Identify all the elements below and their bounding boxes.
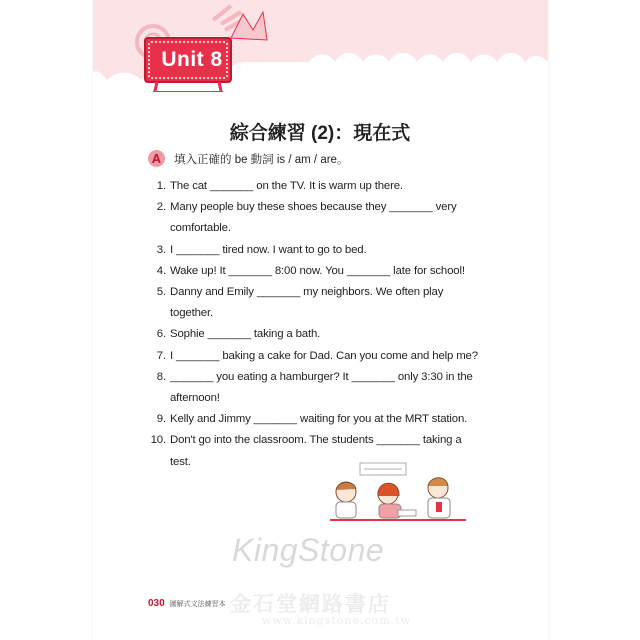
question-text [170, 261, 495, 282]
question-item [150, 261, 495, 282]
question-line: _______ you eating a hamburger? It _______ only 3:30 in the [170, 370, 473, 383]
question-number: 9. [156, 413, 166, 426]
question-text [170, 176, 495, 197]
question-text [170, 282, 495, 324]
question-line: comfortable. [170, 222, 231, 235]
question-line: Don't go into the classroom. The students _______ taking a [170, 434, 462, 447]
page-title: 綜合練習 (2)：現在式 [229, 123, 411, 144]
question-text [170, 409, 495, 430]
book-title: 圖解式文法練習本 [169, 601, 226, 608]
question-number: 6. [156, 328, 166, 341]
question-item [150, 282, 495, 324]
watermark-url: www.kingstone.com.tw [262, 614, 412, 627]
question-item [150, 176, 495, 197]
watermark-chinese: 金石堂網路書店 [230, 591, 391, 616]
question-number: 3. [156, 243, 166, 256]
question-number: 7. [156, 349, 166, 362]
unit-label: Unit 8 [161, 48, 223, 71]
question-number: 1. [156, 180, 166, 192]
question-item [150, 324, 495, 345]
question-line: Sophie _______ taking a bath. [170, 328, 321, 341]
question-line: Kelly and Jimmy _______ waiting for you at the MRT station. [170, 413, 468, 426]
question-text [170, 367, 495, 409]
question-number: 5. [156, 286, 166, 299]
question-item [150, 240, 495, 261]
question-number: 8. [156, 370, 166, 383]
section-instruction: 填入正確的 be 動詞 is / am / are。 [174, 153, 349, 166]
question-item [150, 367, 495, 409]
section-header [148, 150, 348, 167]
question-item [150, 346, 495, 367]
question-line: Danny and Emily _______ my neighbors. We often play [170, 286, 444, 299]
question-line: Many people buy these shoes because they _______ very [170, 201, 457, 214]
question-line: The cat _______ on the TV. It is warm up there. [170, 180, 403, 192]
question-number: 2. [156, 201, 166, 214]
question-line: afternoon! [170, 392, 220, 405]
page-footer [148, 598, 226, 609]
watermark-logo: KingStone [232, 532, 385, 568]
question-text [170, 346, 495, 367]
question-line: Wake up! It _______ 8:00 now. You _______ late for school! [170, 264, 465, 277]
question-list [150, 176, 495, 473]
question-line: test. [170, 455, 191, 468]
question-text [170, 240, 495, 261]
question-text [170, 324, 495, 345]
question-text [170, 197, 495, 239]
question-line: I _______ baking a cake for Dad. Can you come and help me? [170, 349, 478, 362]
question-number: 10. [150, 434, 166, 447]
question-line: I _______ tired now. I want to go to bed. [170, 243, 367, 256]
students-illustration [326, 462, 476, 527]
question-line: together. [170, 307, 213, 320]
page-number: 030 [148, 598, 165, 609]
question-number: 4. [156, 264, 166, 277]
question-item [150, 197, 495, 239]
section-badge: A [148, 150, 165, 167]
question-item [150, 409, 495, 430]
